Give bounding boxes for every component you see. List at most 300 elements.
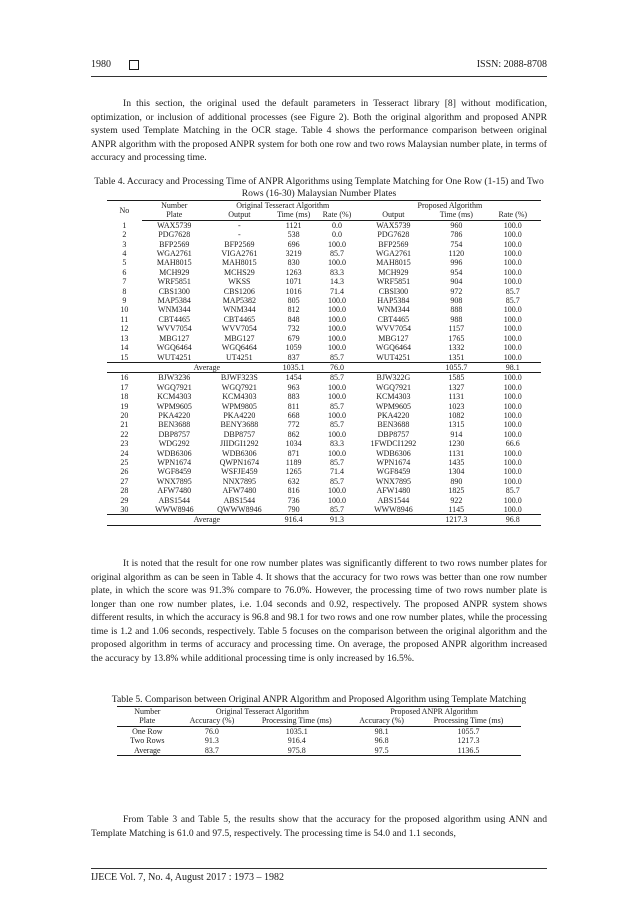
table-cell: WUT4251 <box>157 352 192 362</box>
table-cell: 85.7 <box>505 296 520 306</box>
table-cell: 888 <box>450 305 463 315</box>
table-cell: CBT4465 <box>158 314 191 324</box>
table-cell: 10 <box>120 305 129 315</box>
col-header-number: Number <box>117 707 178 717</box>
table-cell: 83.3 <box>329 267 344 277</box>
table-cell: 100.0 <box>503 410 522 420</box>
table-cell: 1263 <box>285 267 302 277</box>
table-cell: 904 <box>450 277 463 287</box>
table-row <box>107 496 541 505</box>
table-row <box>107 449 541 458</box>
table-cell: 1327 <box>448 382 465 392</box>
table-cell: 85.7 <box>329 352 344 362</box>
col-header-no: No <box>107 201 142 221</box>
average-label: Average <box>142 362 272 372</box>
table-cell: PKA4220 <box>377 410 410 420</box>
table-cell: WDB6306 <box>156 448 192 458</box>
table-cell: 1315 <box>448 420 465 430</box>
table-cell: 848 <box>287 314 300 324</box>
table-cell: BJWF323S <box>220 373 258 383</box>
table5 <box>117 706 521 756</box>
table-cell: 100.0 <box>327 258 346 268</box>
table-cell: 98.1 <box>374 726 389 736</box>
table-cell: 772 <box>287 420 300 430</box>
table-row <box>107 477 541 486</box>
intro-paragraph: In this section, the original used the default parameters in Tesseract library [8] without modification, optimization, or inclusion of additional processes (see Figure 2). Both the original algorithm and proposed ANPR system used Template Matching in the OCR stage. Table 4 shows the performance comparison between original ANPR algorithm with the proposed ANPR system for both one row and two rows Malaysian number plate, in terms of accuracy and processing time. <box>91 98 547 163</box>
table-cell: 100.0 <box>327 333 346 343</box>
table-cell: 100.0 <box>503 258 522 268</box>
table-cell: WAX5739 <box>376 220 411 230</box>
table-cell: WPN1674 <box>376 457 411 467</box>
table-cell: 91.3 <box>204 736 219 746</box>
table-cell: 98.1 <box>485 362 541 372</box>
table-row <box>107 287 541 296</box>
table-cell: BEN3688 <box>377 420 410 430</box>
table-cell: 972 <box>450 286 463 296</box>
table-cell: WPM9605 <box>375 401 411 411</box>
table-cell: 1FWDCI1292 <box>370 439 417 449</box>
table-cell: WGQ7921 <box>221 382 257 392</box>
table-cell: 1059 <box>285 343 302 353</box>
table-cell: Average <box>117 746 178 756</box>
table-cell: JIIDGI1292 <box>220 439 259 449</box>
table-cell: 1121 <box>285 220 302 230</box>
footer-rule <box>91 868 547 869</box>
table-cell: PKA4220 <box>223 410 256 420</box>
table-cell: 85.7 <box>505 286 520 296</box>
table-cell: 1304 <box>448 467 465 477</box>
table-row <box>107 324 541 333</box>
table-cell: 963 <box>287 382 300 392</box>
table-cell: 1136.5 <box>416 746 521 756</box>
table-cell: 11 <box>120 314 129 324</box>
table-cell: 9 <box>122 296 127 306</box>
table-cell: DBP8757 <box>377 429 410 439</box>
table-cell: 862 <box>287 429 300 439</box>
table-cell: 914 <box>450 429 463 439</box>
table-cell: 736 <box>287 495 300 505</box>
table-row <box>117 726 521 736</box>
table-cell: 871 <box>287 448 300 458</box>
table-cell: 83.3 <box>329 439 344 449</box>
col-header-rate: Rate (%) <box>485 210 541 220</box>
table-cell: 1230 <box>448 439 465 449</box>
table-cell: 19 <box>120 401 129 411</box>
table-cell: 100.0 <box>327 486 346 496</box>
table-cell: KCM4303 <box>376 392 411 402</box>
table-row <box>107 296 541 305</box>
table-row <box>107 486 541 495</box>
table-cell: 100.0 <box>503 392 522 402</box>
table-cell: 71.4 <box>329 467 344 477</box>
table-cell: 812 <box>287 305 300 315</box>
table-cell: 1055.7 <box>457 726 480 736</box>
table-cell: 22 <box>120 429 129 439</box>
table-cell: ABS1544 <box>158 495 191 505</box>
table-cell: 20 <box>120 410 129 420</box>
table-cell: 837 <box>287 352 300 362</box>
table-cell: MAH8015 <box>156 258 192 268</box>
table-cell: DBP8757 <box>158 429 191 439</box>
table-row <box>107 240 541 249</box>
table-cell: 960 <box>450 220 463 230</box>
table-cell: 100.0 <box>503 382 522 392</box>
col-header-original: Original Tesseract Algorithm <box>207 201 359 211</box>
table-cell: WGQ6464 <box>221 343 257 353</box>
table-cell: 0.0 <box>331 220 342 230</box>
table-cell: WDB6306 <box>376 448 411 458</box>
table-cell: 890 <box>450 476 463 486</box>
table-cell: 1016 <box>285 286 302 296</box>
table-cell: 27 <box>120 476 129 486</box>
table-cell: 97.5 <box>347 746 416 756</box>
table-cell: 100.0 <box>503 401 522 411</box>
table-cell: WGA2761 <box>156 249 192 259</box>
table-cell: 100.0 <box>327 239 346 249</box>
table-cell: 12 <box>120 324 129 334</box>
table-cell: 1131 <box>448 392 465 402</box>
page-header <box>91 59 547 75</box>
table-cell: WRF5851 <box>376 277 411 287</box>
table-cell: 100.0 <box>327 382 346 392</box>
table-cell: WKSS <box>228 277 251 287</box>
table-cell: MCH929 <box>378 267 409 277</box>
table-row <box>107 249 541 258</box>
table-cell: 6 <box>122 267 127 277</box>
table-cell: 96.8 <box>485 515 541 525</box>
table-cell: 916.4 <box>272 515 315 525</box>
table-cell: 100.0 <box>503 476 522 486</box>
table-cell: WPM9805 <box>221 401 257 411</box>
table-cell: WAX5739 <box>157 220 192 230</box>
table-cell: 100.0 <box>503 343 522 353</box>
table-cell: 754 <box>450 239 463 249</box>
table-cell: 100.0 <box>503 267 522 277</box>
table-cell: 1055.7 <box>428 362 484 372</box>
table-cell: PKA4220 <box>158 410 191 420</box>
page-number: 1980 <box>91 59 111 70</box>
col-header-number: Number <box>142 201 207 211</box>
table-cell: 24 <box>120 448 129 458</box>
table-cell: 100.0 <box>503 277 522 287</box>
page-footer: IJECE Vol. 7, No. 4, August 2017 : 1973 – 1982 <box>91 872 284 883</box>
average-label: Average <box>142 515 272 525</box>
table-cell: BJW322G <box>376 373 411 383</box>
table-row <box>107 268 541 277</box>
table-row <box>107 305 541 314</box>
table-cell: 1145 <box>448 505 465 514</box>
table4 <box>107 200 541 526</box>
table-cell: BJW3236 <box>158 373 191 383</box>
table-cell: MBG127 <box>378 333 409 343</box>
table-cell: 100.0 <box>327 429 346 439</box>
discussion-paragraph: It is noted that the result for one row number plates was significantly different to two rows number plates for original algorithm as can be seen in Table 4. It shows that the accuracy for two rows was better than one row number plate, in which the score was 91.3% compare to 76.0%. However, the processing time of two rows number plate is longer than one row number plates, i.e. 1.04 seconds and 0.92, respectively. The proposed ANPR system shows different results, in which the accuracy is 96.8 and 98.1 for two rows and one row number plates, while the processing time is 1.2 and 1.06 seconds, respectively. Table 5 focuses on the comparison between the original algorithm and the proposed algorithm in terms of accuracy and processing time. On average, the proposed ANPR algorithm increased the accuracy by 13.8% while additional processing time is only increased by 16.5%. <box>91 558 547 664</box>
table-cell: 883 <box>287 392 300 402</box>
table-cell: 632 <box>287 476 300 486</box>
table-cell: 85.7 <box>505 486 520 496</box>
col-header-processing-time: Processing Time (ms) <box>416 716 521 726</box>
table-cell: CBT4465 <box>223 314 256 324</box>
table-cell: 696 <box>287 239 300 249</box>
table-row <box>107 277 541 286</box>
table-cell: - <box>238 220 241 230</box>
table-cell: 26 <box>120 467 129 477</box>
table-cell: KCM4303 <box>222 392 257 402</box>
col-header-original: Original Tesseract Algorithm <box>178 707 348 717</box>
table-cell: 14 <box>120 343 129 353</box>
table-cell: 790 <box>287 505 300 514</box>
table-cell: WGQ7921 <box>375 382 411 392</box>
table-cell: AFW7480 <box>157 486 192 496</box>
table-cell: PDG7628 <box>377 230 410 240</box>
table-cell: 13 <box>120 333 129 343</box>
table-cell: 21 <box>120 420 129 430</box>
table-cell: 7 <box>122 277 127 287</box>
table-row <box>117 746 521 756</box>
table-cell: HAP5384 <box>377 296 410 306</box>
table-cell: 100.0 <box>327 314 346 324</box>
table-row <box>107 220 541 230</box>
table-cell: 668 <box>287 410 300 420</box>
table-cell: 5 <box>122 258 127 268</box>
table-cell: 100.0 <box>327 410 346 420</box>
table-row <box>107 343 541 352</box>
table-cell: WGF8459 <box>376 467 411 477</box>
table-cell: 100.0 <box>503 429 522 439</box>
table-cell: 2 <box>122 230 127 240</box>
table-cell: 100.0 <box>327 343 346 353</box>
table-cell: 811 <box>287 401 300 411</box>
table-cell: 100.0 <box>503 352 522 362</box>
table-row <box>107 467 541 476</box>
table-row <box>107 353 541 363</box>
table-row <box>107 439 541 448</box>
table-cell: 1351 <box>448 352 465 362</box>
table-cell: CBT4465 <box>377 314 410 324</box>
table-cell: 30 <box>120 505 129 514</box>
table-cell: 922 <box>450 495 463 505</box>
table-cell: 1332 <box>448 343 465 353</box>
table-cell: 18 <box>120 392 129 402</box>
table-cell: CBS1300 <box>158 286 190 296</box>
table-cell: 23 <box>120 439 129 449</box>
table-cell: CBS1206 <box>223 286 255 296</box>
table-cell: WRF5851 <box>157 277 191 287</box>
table-cell: 71.4 <box>329 286 344 296</box>
average-row <box>107 362 541 372</box>
table-cell: 1120 <box>448 249 465 259</box>
table-cell: 805 <box>287 296 300 306</box>
table-cell: 1189 <box>285 457 302 467</box>
table-cell: WDB6306 <box>222 448 257 458</box>
table-cell: 1023 <box>448 401 465 411</box>
table-cell: 732 <box>287 324 300 334</box>
col-header-processing-time: Processing Time (ms) <box>246 716 347 726</box>
table-cell: WUT4251 <box>376 352 411 362</box>
table-cell: MAH8015 <box>222 258 257 268</box>
table-cell: One Row <box>132 726 163 736</box>
table-cell: 1035.1 <box>272 362 315 372</box>
table-cell: 1265 <box>285 467 302 477</box>
table-cell: 1454 <box>285 373 302 383</box>
table-cell: QWPN1674 <box>219 457 260 467</box>
table-row <box>107 458 541 467</box>
table-cell: 85.7 <box>329 457 344 467</box>
table-cell: WVV7054 <box>375 324 411 334</box>
table-cell: 100.0 <box>503 239 522 249</box>
table-cell: 1217.3 <box>457 736 480 746</box>
table-cell: WWW8946 <box>374 505 413 514</box>
table-cell: NNX7895 <box>222 476 257 486</box>
table-row <box>107 383 541 392</box>
table-cell: 786 <box>450 230 463 240</box>
table-cell: 975.8 <box>246 746 347 756</box>
table-cell: BEN3688 <box>158 420 191 430</box>
table-cell: 100.0 <box>503 305 522 315</box>
table-row <box>107 315 541 324</box>
col-header-output: Output <box>359 210 428 220</box>
table-cell: WWW8946 <box>154 505 194 514</box>
table-cell: AFW1480 <box>376 486 411 496</box>
table-cell: 100.0 <box>327 324 346 334</box>
header-rule <box>91 76 547 77</box>
table-cell: 15 <box>120 352 129 362</box>
table-cell: WDG292 <box>158 439 190 449</box>
table-cell: MAP5382 <box>222 296 257 306</box>
col-header-plate: Plate <box>142 210 207 220</box>
table-cell: 100.0 <box>503 495 522 505</box>
table-cell: 100.0 <box>327 495 346 505</box>
table-cell: 76.0 <box>315 362 358 372</box>
table-cell: DBP8757 <box>223 429 256 439</box>
table-cell: 83.7 <box>178 746 247 756</box>
table-cell: ABS1544 <box>223 495 256 505</box>
table-row <box>107 402 541 411</box>
table-cell: BFP2569 <box>159 239 190 249</box>
table-cell: 1035.1 <box>285 726 308 736</box>
table-cell: 1082 <box>448 410 465 420</box>
table-cell: 908 <box>450 296 463 306</box>
table-cell: 954 <box>450 267 463 277</box>
square-icon <box>129 60 139 70</box>
table-row <box>107 334 541 343</box>
table-cell: 85.7 <box>329 505 344 514</box>
table-cell: WNM344 <box>158 305 191 315</box>
table5-caption: Table 5. Comparison between Original ANPR Algorithm and Proposed Algorithm using Template Matching <box>111 694 527 705</box>
col-header-proposed: Proposed Algorithm <box>359 201 541 211</box>
table-cell: 100.0 <box>327 448 346 458</box>
table-cell: 996 <box>450 258 463 268</box>
table-cell: 100.0 <box>503 230 522 240</box>
table-cell: MCHS29 <box>224 267 255 277</box>
table-cell: AFW7480 <box>222 486 257 496</box>
table-row <box>107 505 541 515</box>
table-cell: 100.0 <box>327 296 346 306</box>
col-header-output: Output <box>207 210 272 220</box>
table-cell: 16 <box>120 373 129 383</box>
table-cell: MAP5384 <box>157 296 191 306</box>
table-row <box>107 230 541 239</box>
col-header-rate: Rate (%) <box>315 210 358 220</box>
table-cell: VIGA2761 <box>221 249 258 259</box>
table-cell: UT4251 <box>226 352 253 362</box>
table-cell: 816 <box>287 486 300 496</box>
col-header-time: Time (ms) <box>428 210 484 220</box>
table-cell: 85.7 <box>329 401 344 411</box>
table-cell: WGF8459 <box>157 467 192 477</box>
table-cell: 830 <box>287 258 300 268</box>
table-cell: WGA2761 <box>375 249 411 259</box>
table-cell: 100.0 <box>327 305 346 315</box>
table-cell: WSFJE459 <box>221 467 258 477</box>
table-cell: WPN1674 <box>157 457 192 467</box>
table-cell: 100.0 <box>503 457 522 467</box>
table-cell: 100.0 <box>503 420 522 430</box>
table-cell: 1217.3 <box>428 515 484 525</box>
table-cell: 96.8 <box>374 736 389 746</box>
table-row <box>107 411 541 420</box>
table-cell: 76.0 <box>204 726 219 736</box>
table-cell: BFP2569 <box>224 239 255 249</box>
average-row <box>107 515 541 525</box>
table-cell: MBG127 <box>224 333 255 343</box>
issn-label: ISSN: 2088-8708 <box>476 59 547 70</box>
table-row <box>107 420 541 429</box>
table-cell: 1825 <box>448 486 465 496</box>
table-cell: WNM344 <box>377 305 410 315</box>
table-cell: 3 <box>122 239 127 249</box>
col-header-proposed: Proposed ANPR Algorithm <box>347 707 521 717</box>
table-cell: 988 <box>450 314 463 324</box>
final-paragraph: From Table 3 and Table 5, the results show that the accuracy for the proposed algorithm using ANN and Template Matching is 61.0 and 97.5, respectively. The processing time is 54.0 and 1.1 seconds, <box>91 814 547 839</box>
table-cell: 8 <box>122 286 127 296</box>
table-cell: QWWW8946 <box>217 505 262 514</box>
table-row <box>107 258 541 267</box>
table-cell: MCH929 <box>159 267 190 277</box>
table-cell: 29 <box>120 495 129 505</box>
table-cell: BENY3688 <box>220 420 259 430</box>
table-cell: 100.0 <box>327 392 346 402</box>
table-cell: 1034 <box>285 439 302 449</box>
table-cell: 100.0 <box>503 333 522 343</box>
table-cell: WNX7895 <box>375 476 411 486</box>
table-cell: 91.3 <box>315 515 358 525</box>
table-cell: 100.0 <box>503 324 522 334</box>
table-cell: 85.7 <box>329 373 344 383</box>
table-cell: 0.0 <box>331 230 342 240</box>
col-header-accuracy: Accuracy (%) <box>178 716 247 726</box>
table-cell: 85.7 <box>329 476 344 486</box>
table-cell: ABS1544 <box>377 495 410 505</box>
table-cell: 1585 <box>448 373 465 383</box>
table-cell: 100.0 <box>503 467 522 477</box>
table-cell: WVV7054 <box>156 324 192 334</box>
table-cell: WGQ6464 <box>375 343 411 353</box>
table-cell: - <box>238 230 241 240</box>
table-cell: WNX7895 <box>156 476 192 486</box>
table-cell: 1 <box>122 220 127 230</box>
table-cell: 28 <box>120 486 129 496</box>
table-cell: WVV7054 <box>221 324 257 334</box>
table-cell: 25 <box>120 457 129 467</box>
table-cell: MBG127 <box>159 333 190 343</box>
table-cell: MAH8015 <box>376 258 411 268</box>
table-cell: 85.7 <box>329 249 344 259</box>
table-cell: 100.0 <box>503 448 522 458</box>
table-row <box>117 736 521 745</box>
col-header-accuracy: Accuracy (%) <box>347 716 416 726</box>
table-cell: WPM9605 <box>156 401 192 411</box>
